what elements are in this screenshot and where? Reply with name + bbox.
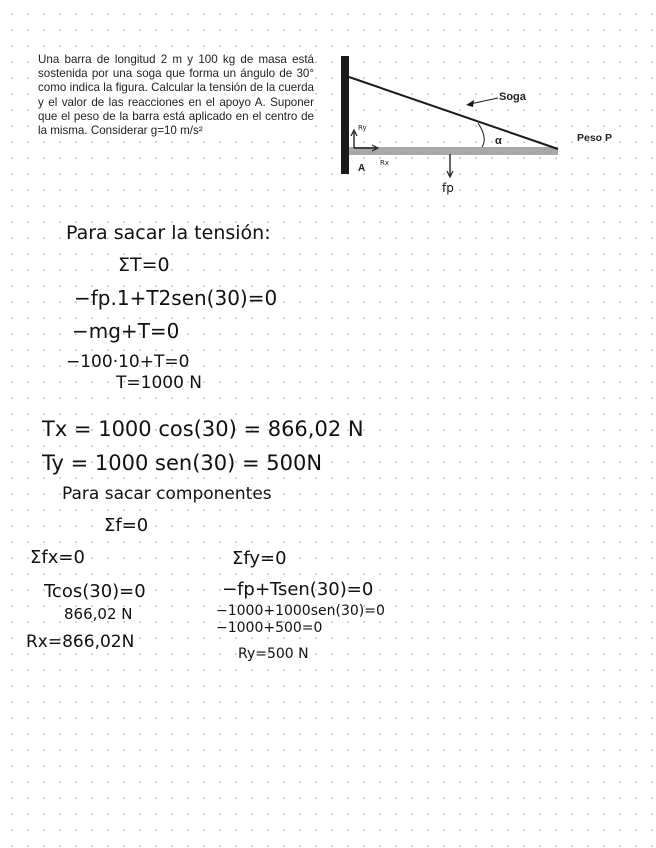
alpha-label: α: [495, 135, 502, 147]
fx-value: 866,02 N: [64, 605, 133, 623]
peso-label: Peso P: [577, 132, 613, 144]
wall: [341, 56, 349, 174]
ty-equation: Ty = 1000 sen(30) = 500N: [42, 451, 323, 475]
problem-statement: Una barra de longitud 2 m y 100 kg de masa está sostenida por una soga que forma un ángulo de 30° como indica la figura. Calcular la tensión de la cuerda y el valor de las reacciones en el apoyo A. Suponer que el peso de la barra está aplicado en el centro de la misma. Considerar g=10 m/s²: [38, 53, 314, 138]
rope: [349, 77, 558, 149]
ry-result: Ry=500 N: [238, 646, 309, 662]
fy-sum-equation: −1000+500=0: [216, 620, 323, 636]
rx-hand-label: Rx: [380, 159, 390, 167]
fx-equation: Tcos(30)=0: [44, 581, 146, 602]
notes-heading: Para sacar la tensión:: [66, 222, 271, 244]
numeric-equation: −100·10+T=0: [66, 352, 190, 372]
tx-equation: Tx = 1000 cos(30) = 866,02 N: [42, 417, 364, 441]
soga-arrowhead: [466, 100, 474, 107]
angle-arc: [478, 123, 484, 147]
fp-label: fp: [442, 181, 454, 195]
sum-fy: Σfy=0: [232, 548, 287, 569]
fy-equation: −fp+Tsen(30)=0: [222, 579, 374, 600]
beam-figure: [338, 50, 628, 210]
components-heading: Para sacar componentes: [62, 484, 272, 504]
support-label: A: [358, 163, 366, 174]
sum-torque: ΣT=0: [118, 254, 170, 276]
soga-label: Soga: [499, 91, 526, 103]
soga-pointer: [470, 98, 498, 104]
beam-diagram: [338, 50, 628, 210]
rx-result: Rx=866,02N: [26, 632, 135, 652]
torque-equation: −fp.1+T2sen(30)=0: [74, 286, 278, 310]
mg-equation: −mg+T=0: [72, 319, 180, 343]
fy-numeric-equation: −1000+1000sen(30)=0: [216, 603, 385, 619]
beam: [349, 147, 558, 155]
ry-hand-label: Ry: [358, 124, 367, 132]
sum-fx: Σfx=0: [30, 547, 85, 568]
tension-result: T=1000 N: [116, 373, 203, 393]
sum-forces: Σf=0: [104, 515, 149, 536]
